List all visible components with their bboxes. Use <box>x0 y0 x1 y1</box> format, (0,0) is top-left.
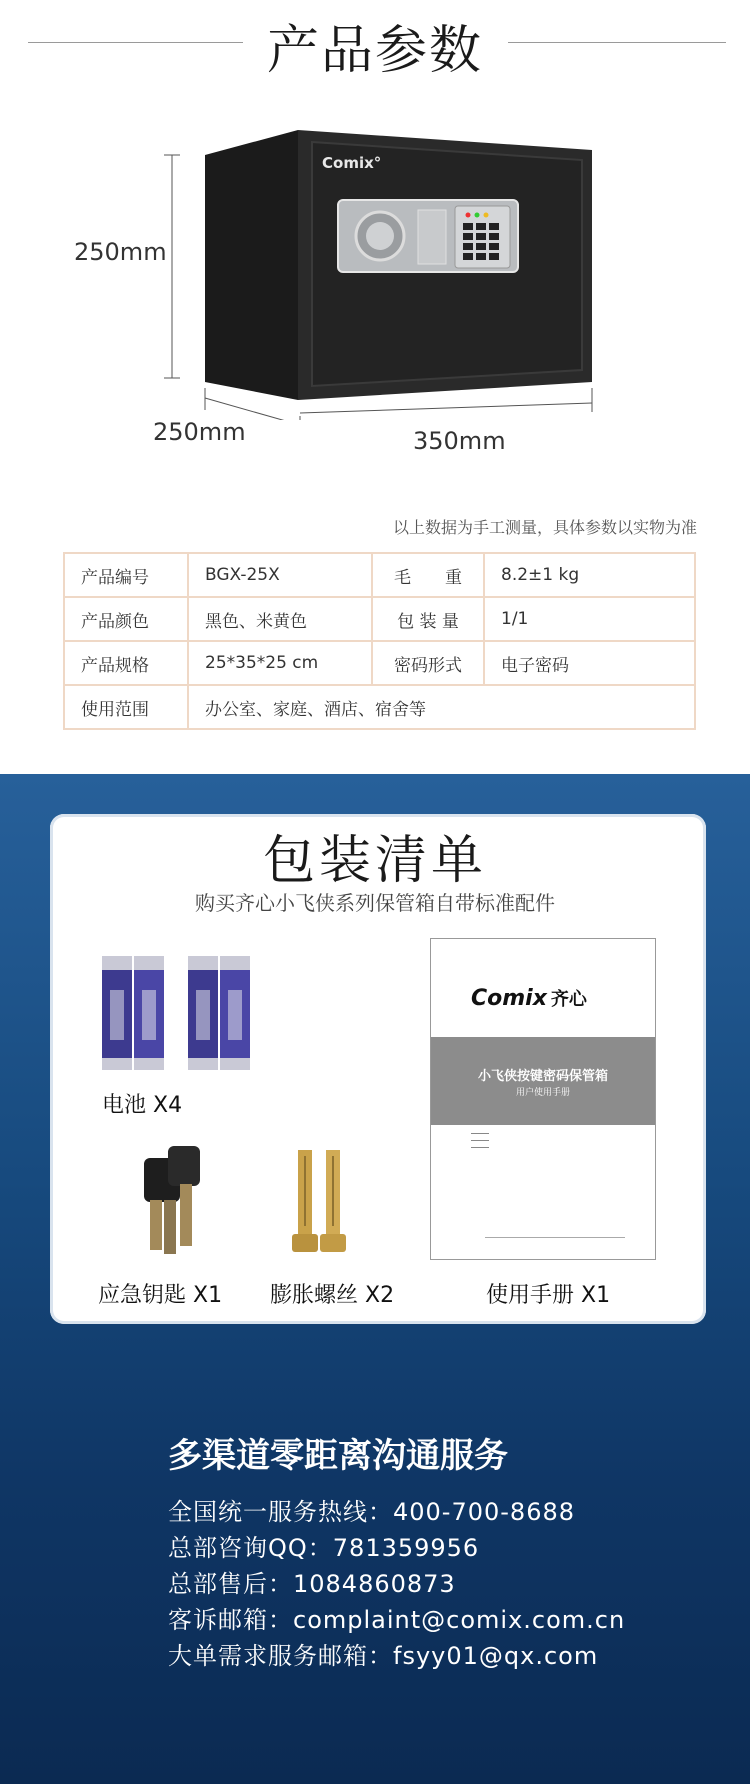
manual-brand-cn: 齐心 <box>550 989 587 1010</box>
spec-label: 产品编号 <box>64 553 188 597</box>
spec-value: 电子密码 <box>484 641 695 685</box>
manual-brand: Comix <box>471 986 547 1011</box>
header-rule-right <box>508 42 726 43</box>
spec-value: 办公室、家庭、酒店、宿舍等 <box>188 685 695 729</box>
service-qq: 总部咨询QQ：781359956 <box>168 1534 480 1562</box>
item-label-key: 应急钥匙 X1 <box>98 1283 223 1308</box>
package-subtitle: 购买齐心小飞侠系列保管箱自带标准配件 <box>195 891 555 915</box>
item-label-battery: 电池 X4 <box>102 1093 183 1118</box>
spec-value: 1/1 <box>484 597 695 641</box>
item-label-bolt: 膨胀螺丝 X2 <box>270 1283 395 1308</box>
spec-label: 产品颜色 <box>64 597 188 641</box>
manual-image <box>430 938 656 1260</box>
dimension-height-label: 250mm <box>74 238 167 266</box>
manual-subtitle: 用户使用手册 <box>515 1088 570 1098</box>
spec-value: BGX-25X <box>188 553 372 597</box>
manual-bullets <box>471 1129 511 1148</box>
service-complaint-email: 客诉邮箱：complaint@comix.com.cn <box>168 1606 626 1634</box>
spec-value: 8.2±1 kg <box>484 553 695 597</box>
safe-brand-logo: Comix° <box>322 154 382 172</box>
package-title: 包装清单 <box>262 831 487 891</box>
measurement-note: 以上数据为手工测量，具体参数以实物为准 <box>392 518 697 537</box>
manual-brand-logo <box>471 985 587 1011</box>
spec-label: 毛 重 <box>372 553 484 597</box>
dimension-width-label: 350mm <box>413 427 506 455</box>
battery-image <box>98 950 258 1075</box>
spec-label: 使用范围 <box>64 685 188 729</box>
safe-product-image <box>150 120 600 420</box>
spec-value: 黑色、米黄色 <box>188 597 372 641</box>
service-bulk-email: 大单需求服务邮箱：fsyy01@qx.com <box>168 1642 599 1670</box>
bolt-image <box>286 1146 356 1261</box>
spec-table <box>63 552 696 730</box>
spec-label: 包 装 量 <box>372 597 484 641</box>
dimension-depth-label: 250mm <box>153 418 246 446</box>
spec-label: 密码形式 <box>372 641 484 685</box>
section-title-params: 产品参数 <box>266 21 483 81</box>
service-aftersales: 总部售后：1084860873 <box>168 1570 456 1598</box>
key-image <box>138 1140 218 1260</box>
manual-footer-line <box>485 1237 625 1238</box>
service-title: 多渠道零距离沟通服务 <box>168 1436 508 1476</box>
spec-value: 25*35*25 cm <box>188 641 372 685</box>
table-row <box>64 685 695 729</box>
item-label-manual: 使用手册 X1 <box>486 1283 611 1308</box>
spec-label: 产品规格 <box>64 641 188 685</box>
table-row <box>64 641 695 685</box>
table-row <box>64 553 695 597</box>
manual-title: 小飞侠按键密码保管箱 <box>477 1069 608 1084</box>
table-row <box>64 597 695 641</box>
service-hotline: 全国统一服务热线：400-700-8688 <box>168 1498 576 1526</box>
